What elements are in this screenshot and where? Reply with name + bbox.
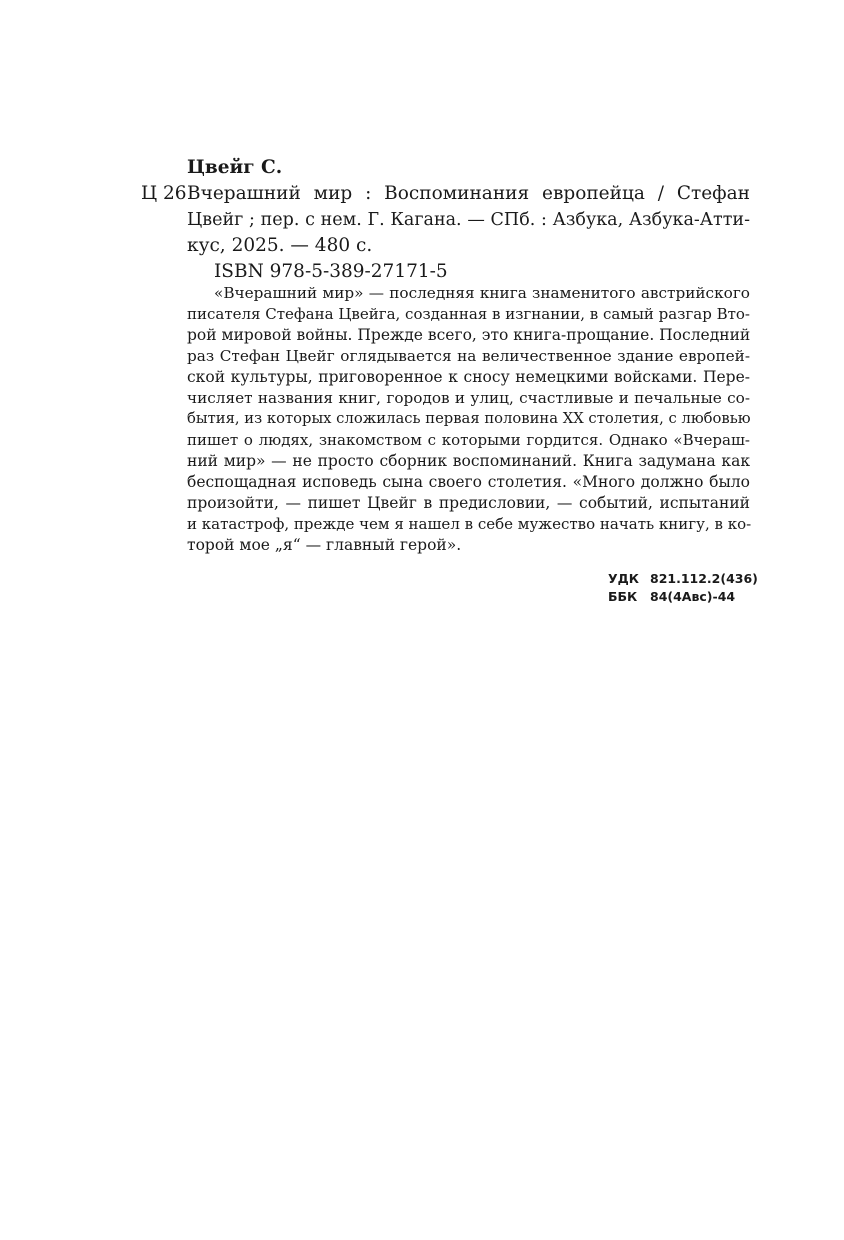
classification-block — [608, 570, 758, 606]
annotation-line: числяет названия книг, городов и улиц, счастливые и печальные со- — [187, 389, 750, 407]
class-code: Ц 26 — [141, 183, 187, 204]
bbk-row — [608, 588, 758, 606]
annotation-line: ний мир» — не просто сборник воспоминаний. Книга задумана как — [187, 452, 750, 470]
annotation-line: ской культуры, приговоренное к сносу немецкими войсками. Пере- — [187, 368, 750, 386]
bbk-label: ББК — [608, 589, 638, 604]
isbn: ISBN 978-5-389-27171-5 — [214, 261, 448, 282]
annotation-line: и катастроф, прежде чем я нашел в себе мужество начать книгу, в ко- — [187, 515, 752, 533]
annotation-line: раз Стефан Цвейг оглядывается на величественное здание европей- — [187, 347, 750, 365]
title-line: кус, 2025. — 480 с. — [187, 235, 373, 256]
annotation-line: «Вчерашний мир» — последняя книга знаменитого австрийского — [214, 284, 750, 302]
udk-label: УДК — [608, 571, 639, 586]
annotation-line: писателя Стефана Цвейга, созданная в изгнании, в самый разгар Вто- — [187, 305, 750, 323]
udk-value: 821.112.2(436) — [650, 571, 758, 586]
title-line: Цвейг ; пер. с нем. Г. Кагана. — СПб. : Азбука, Азбука-Атти- — [187, 210, 750, 230]
annotation-line: произойти, — пишет Цвейг в предисловии, — событий, испытаний — [187, 494, 750, 512]
annotation-line: торой мое „я“ — главный герой». — [187, 536, 462, 554]
title-line: Вчерашний мир : Воспоминания европейца / Стефан — [187, 183, 750, 204]
annotation-line: бытия, из которых сложилась первая половина XX столетия, с любовью — [187, 410, 751, 427]
udk-row — [608, 570, 758, 588]
bbk-value: 84(4Авс)-44 — [650, 589, 736, 604]
annotation-line: беспощадная исповедь сына своего столетия. «Много должно было — [187, 473, 750, 491]
author-heading: Цвейг С. — [187, 157, 283, 178]
annotation-line: пишет о людях, знакомством с которыми гордится. Однако «Вчераш- — [187, 431, 750, 449]
annotation-line: рой мировой войны. Прежде всего, это книга-прощание. Последний — [187, 326, 751, 344]
